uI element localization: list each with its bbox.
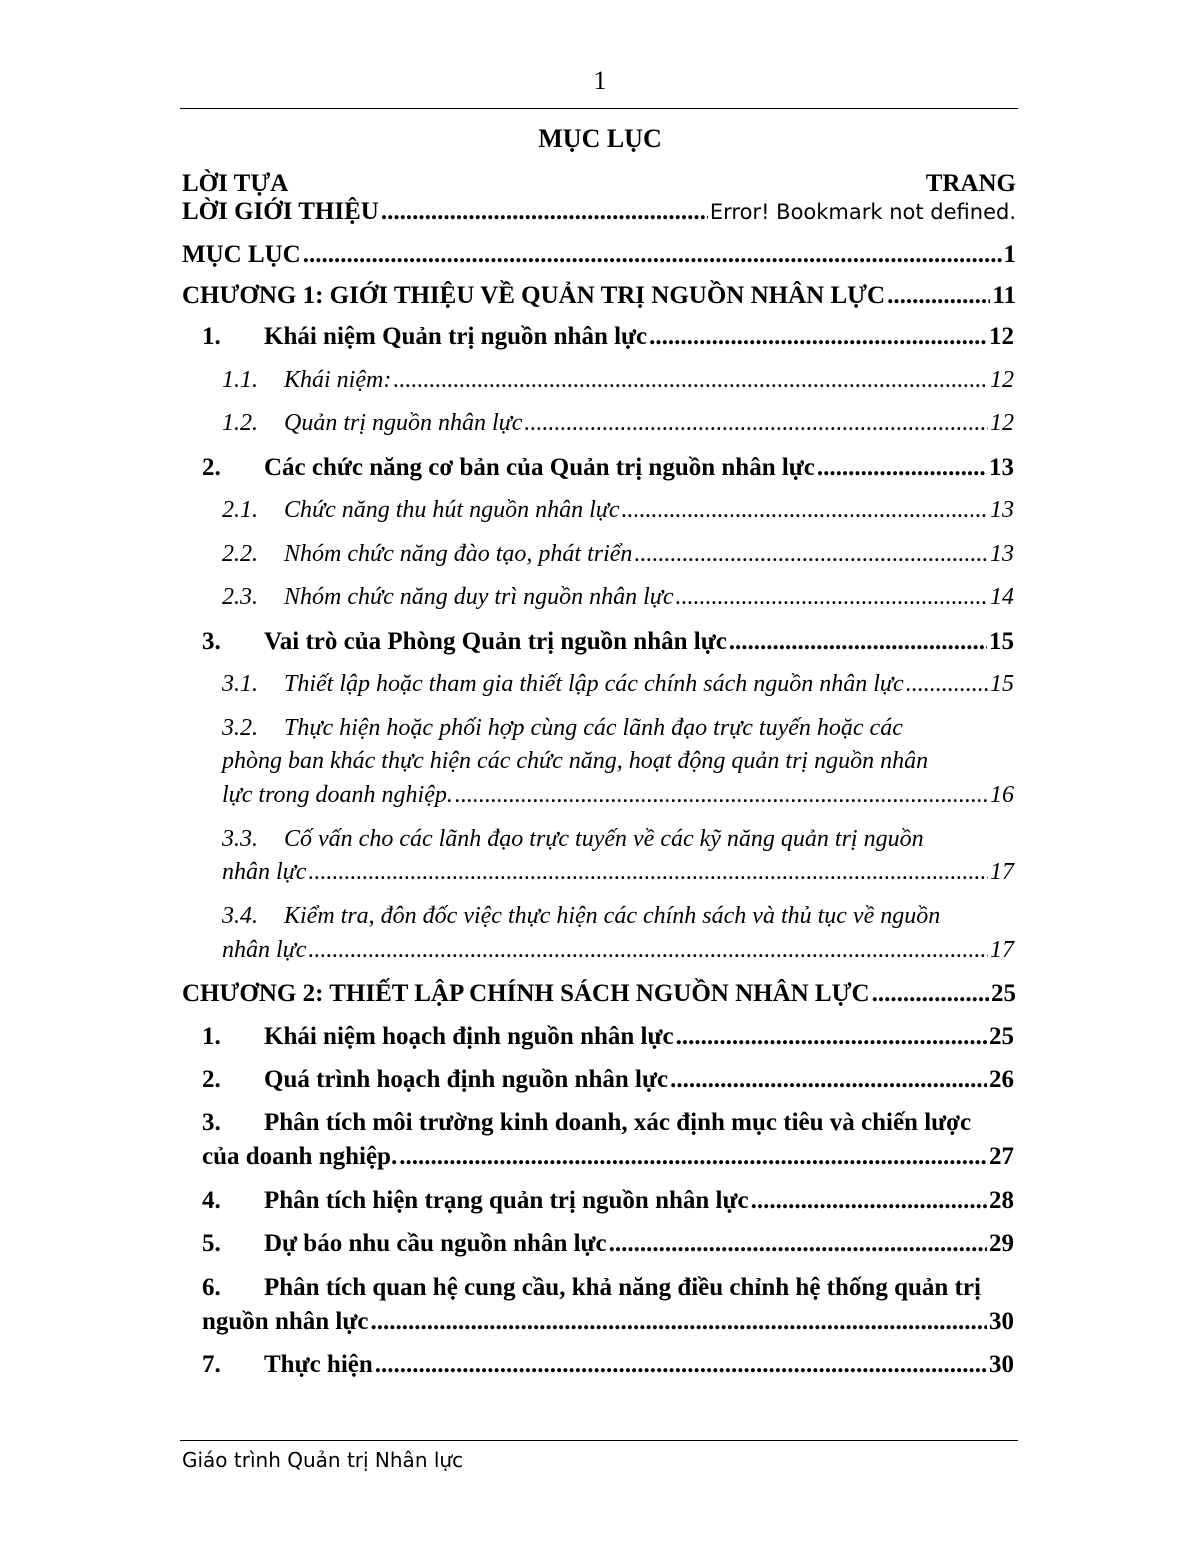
entry-page: Error! Bookmark not defined. xyxy=(709,200,1016,224)
entry-number: 2.3. xyxy=(222,584,258,610)
toc-entry-2-2[interactable] xyxy=(202,1066,1014,1094)
dot-leader xyxy=(872,980,989,1008)
entry-label: Phân tích hiện trạng quản trị nguồn nhân lực xyxy=(264,1187,749,1214)
toc-entry-1-2-3[interactable] xyxy=(222,584,1014,611)
toc-entry-2-7[interactable] xyxy=(202,1351,1014,1379)
dot-leader xyxy=(817,454,987,482)
entry-label: Khái niệm hoạch định nguồn nhân lực xyxy=(264,1023,674,1050)
entry-page: 25 xyxy=(989,1023,1014,1050)
toc-entry-2-4[interactable] xyxy=(202,1187,1014,1215)
dot-leader xyxy=(729,628,987,656)
entry-page: 30 xyxy=(989,1308,1014,1335)
dot-leader xyxy=(906,671,988,698)
toc-entry-1-2-1[interactable] xyxy=(222,497,1014,524)
entry-label-line-2: của doanh nghiệp. xyxy=(202,1143,398,1170)
entry-number: 1. xyxy=(202,323,221,350)
entry-label-line-1: Phân tích môi trường kinh doanh, xác định mục tiêu và chiến lược xyxy=(264,1109,972,1136)
entry-label: Dự báo nhu cầu nguồn nhân lực xyxy=(264,1230,607,1257)
entry-page: 15 xyxy=(990,671,1014,697)
entry-label: Vai trò của Phòng Quản trị nguồn nhân lực xyxy=(264,628,727,655)
dot-leader xyxy=(887,282,990,310)
entry-page: 27 xyxy=(989,1143,1014,1170)
entry-page: 17 xyxy=(990,937,1014,963)
entry-label: Chức năng thu hút nguồn nhân lực xyxy=(284,497,620,523)
toc-entry-1-1-2[interactable] xyxy=(222,410,1014,437)
entry-label-line-2: nhân lực xyxy=(222,859,307,885)
entry-label-line-1: Thực hiện hoặc phối hợp cùng các lãnh đạo trực tuyến hoặc các xyxy=(284,715,903,741)
toc-entry-muc-luc[interactable] xyxy=(182,241,1016,269)
footer-text: Giáo trình Quản trị Nhân lực xyxy=(182,1448,464,1472)
dot-leader xyxy=(622,497,989,524)
toc-header-left: LỜI TỰA xyxy=(182,170,289,197)
entry-page: 30 xyxy=(989,1351,1014,1378)
entry-page: 12 xyxy=(989,323,1014,350)
toc-entry-1-2[interactable] xyxy=(202,454,1014,482)
entry-number: 7. xyxy=(202,1351,221,1378)
entry-page: 29 xyxy=(989,1230,1014,1257)
entry-label: Khái niệm: xyxy=(284,367,392,393)
entry-page: 1 xyxy=(1003,241,1016,268)
entry-number: 1.1. xyxy=(222,367,258,393)
toc-entry-1-1-1[interactable] xyxy=(222,367,1014,394)
entry-label: LỜI GIỚI THIỆU xyxy=(182,198,379,225)
dot-leader xyxy=(308,859,988,886)
page-number: 1 xyxy=(593,66,607,95)
entry-label-line-2: nguồn nhân lực xyxy=(202,1308,369,1335)
toc-header-right: TRANG xyxy=(925,170,1016,197)
entry-label-line-1: Phân tích quan hệ cung cầu, khả năng điều chỉnh hệ thống quản trị xyxy=(264,1274,981,1301)
entry-number: 3.2. xyxy=(222,715,258,741)
dot-leader xyxy=(675,584,988,611)
dot-leader xyxy=(308,937,988,964)
entry-page: 17 xyxy=(990,859,1014,885)
entry-label: Nhóm chức năng đào tạo, phát triển xyxy=(284,541,633,567)
entry-label: CHƯƠNG 1: GIỚI THIỆU VỀ QUẢN TRỊ NGUỒN NHÂN LỰC xyxy=(182,282,886,309)
entry-label: CHƯƠNG 2: THIẾT LẬP CHÍNH SÁCH NGUỒN NHÂN LỰC xyxy=(182,980,870,1007)
entry-label: Thực hiện xyxy=(264,1351,373,1378)
entry-label-line-2: phòng ban khác thực hiện các chức năng, hoạt động quản trị nguồn nhân xyxy=(222,748,929,774)
entry-number: 3.3. xyxy=(222,826,258,852)
entry-number: 2. xyxy=(202,454,221,481)
entry-label-line-1: Cố vấn cho các lãnh đạo trực tuyến về các kỹ năng quản trị nguồn xyxy=(284,826,924,852)
toc-header xyxy=(182,170,1016,198)
entry-label-line-3: lực trong doanh nghiệp. xyxy=(222,782,453,808)
entry-number: 1. xyxy=(202,1023,221,1050)
entry-number: 3.1. xyxy=(222,671,258,697)
entry-label: Quá trình hoạch định nguồn nhân lực xyxy=(264,1066,669,1093)
toc-entry-chapter-2[interactable] xyxy=(182,980,1016,1008)
entry-number: 2.2. xyxy=(222,541,258,567)
dot-leader xyxy=(751,1187,987,1215)
dot-leader xyxy=(524,410,988,437)
entry-number: 2.1. xyxy=(222,497,258,523)
entry-page: 11 xyxy=(992,282,1016,309)
dot-leader xyxy=(370,1308,987,1336)
entry-page: 26 xyxy=(989,1066,1014,1093)
dot-leader xyxy=(649,323,987,351)
entry-number: 2. xyxy=(202,1066,221,1093)
entry-label-line-2: nhân lực xyxy=(222,937,307,963)
entry-page: 25 xyxy=(991,980,1016,1007)
entry-label: Quản trị nguồn nhân lực xyxy=(284,410,523,436)
toc-entry-loi-gioi-thieu[interactable] xyxy=(182,198,1016,226)
entry-number: 5. xyxy=(202,1230,221,1257)
entry-page: 13 xyxy=(990,497,1014,523)
entry-page: 28 xyxy=(989,1187,1014,1214)
toc-entry-1-1[interactable] xyxy=(202,323,1014,351)
entry-number: 3.4. xyxy=(222,903,258,929)
toc-entry-1-2-2[interactable] xyxy=(222,541,1014,568)
entry-page: 16 xyxy=(990,782,1014,808)
footer-rule xyxy=(180,1440,1018,1441)
toc-entry-1-3[interactable] xyxy=(202,628,1014,656)
entry-label-line-1: Kiểm tra, đôn đốc việc thực hiện các chính sách và thủ tục về nguồn xyxy=(284,903,941,929)
entry-page: 15 xyxy=(989,628,1014,655)
entry-page: 13 xyxy=(989,454,1014,481)
entry-page: 13 xyxy=(990,541,1014,567)
entry-label: MỤC LỤC xyxy=(182,241,301,268)
entry-label: Nhóm chức năng duy trì nguồn nhân lực xyxy=(284,584,674,610)
dot-leader xyxy=(399,1143,987,1171)
entry-page: 12 xyxy=(990,367,1014,393)
entry-label: Các chức năng cơ bản của Quản trị nguồn nhân lực xyxy=(264,454,815,481)
dot-leader xyxy=(676,1023,987,1051)
entry-label: Thiết lập hoặc tham gia thiết lập các chính sách nguồn nhân lực xyxy=(284,671,904,697)
entry-label: Khái niệm Quản trị nguồn nhân lực xyxy=(264,323,648,350)
entry-number: 6. xyxy=(202,1274,221,1301)
dot-leader xyxy=(381,198,708,226)
header-rule xyxy=(180,108,1018,109)
dot-leader xyxy=(634,541,988,568)
dot-leader xyxy=(375,1351,987,1379)
entry-page: 12 xyxy=(990,410,1014,436)
entry-number: 3. xyxy=(202,1109,221,1136)
dot-leader xyxy=(303,241,1002,269)
dot-leader xyxy=(393,367,988,394)
toc-entry-1-3-1[interactable] xyxy=(222,671,1014,698)
entry-number: 3. xyxy=(202,628,221,655)
toc-entry-2-5[interactable] xyxy=(202,1230,1014,1258)
entry-number: 1.2. xyxy=(222,410,258,436)
toc-entry-chapter-1[interactable] xyxy=(182,282,1016,310)
entry-number: 4. xyxy=(202,1187,221,1214)
entry-page: 14 xyxy=(990,584,1014,610)
dot-leader xyxy=(609,1230,987,1258)
dot-leader xyxy=(670,1066,987,1094)
dot-leader xyxy=(455,782,988,809)
toc-entry-2-1[interactable] xyxy=(202,1023,1014,1051)
toc-title: MỤC LỤC xyxy=(538,124,662,153)
